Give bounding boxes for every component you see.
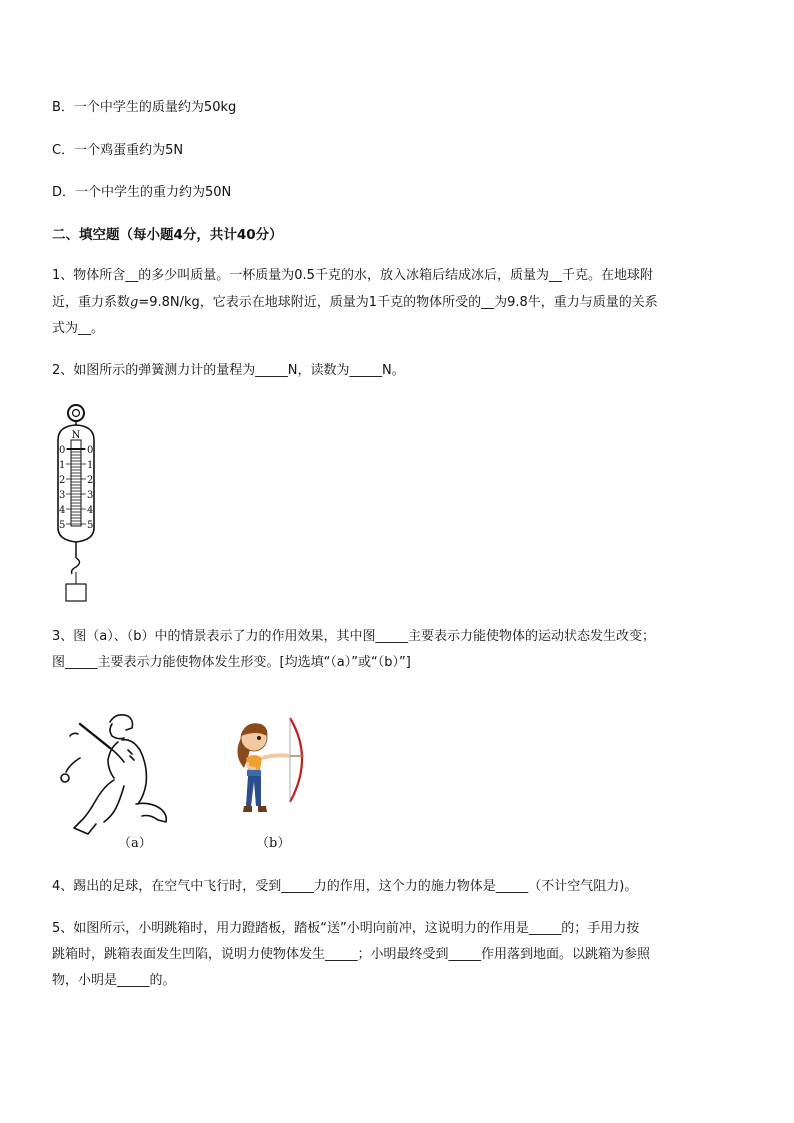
option-b: B．一个中学生的质量约为50kg (52, 100, 237, 115)
q1-line1: 1、物体所含__的多少叫质量。一杯质量为0.5千克的水，放入冰箱后结成冰后，质量为__千克。在地球附 (52, 268, 653, 283)
scale-left-1: 1 (59, 460, 66, 471)
q2-text: 2、如图所示的弹簧测力计的量程为_____N，读数为_____N。 (52, 363, 405, 378)
q3-line2: 图_____主要表示力能使物体发生形变。[均选填“（a）”或“（b）”] (52, 655, 411, 670)
batter-figure (58, 710, 178, 838)
scale-left-2: 2 (59, 475, 66, 486)
scale-right-2: 2 (87, 475, 94, 486)
scale-right-3: 3 (87, 490, 94, 501)
scale-left-4: 4 (59, 505, 66, 516)
scale-left-0: 0 (59, 445, 66, 456)
option-d: D．一个中学生的重力约为50N (52, 185, 232, 200)
option-c: C．一个鸡蛋重约为5N (52, 143, 184, 158)
caption-b: （b） (256, 836, 291, 851)
q5-line3: 物，小明是_____的。 (52, 973, 176, 988)
q3-line1: 3、图（a）、（b）中的情景表示了力的作用效果，其中图_____主要表示力能使物体的运动状态发生改变； (52, 629, 655, 644)
scale-left-3: 3 (59, 490, 66, 501)
q1-line2: 近，重力系数g=9.8N/kg，它表示在地球附近，质量为1千克的物体所受的__为9.8牛，重力与质量的关系 (52, 295, 658, 310)
q1-line3: 式为__。 (52, 321, 105, 336)
scale-right-0: 0 (87, 445, 94, 456)
archer-figure (228, 714, 308, 824)
q5-line1: 5、如图所示，小明跳箱时，用力蹬踏板，踏板“送”小明向前冲，这说明力的作用是_____的；手用力按 (52, 921, 640, 936)
scale-left-5: 5 (59, 520, 66, 531)
caption-a: （a） (118, 836, 152, 851)
q4-text: 4、踢出的足球，在空气中飞行时，受到_____力的作用，这个力的施力物体是_____（不计空气阻力)。 (52, 879, 638, 894)
section-title: 二、填空题（每小题4分，共计40分） (52, 227, 283, 243)
spring-scale-figure (52, 400, 112, 605)
scale-right-1: 1 (87, 460, 94, 471)
q5-line2: 跳箱时，跳箱表面发生凹陷，说明力使物体发生_____；小明最终受到_____作用落到地面。以跳箱为参照 (52, 947, 651, 962)
scale-right-4: 4 (87, 505, 94, 516)
scale-right-5: 5 (87, 520, 94, 531)
scale-unit: N (71, 430, 81, 441)
